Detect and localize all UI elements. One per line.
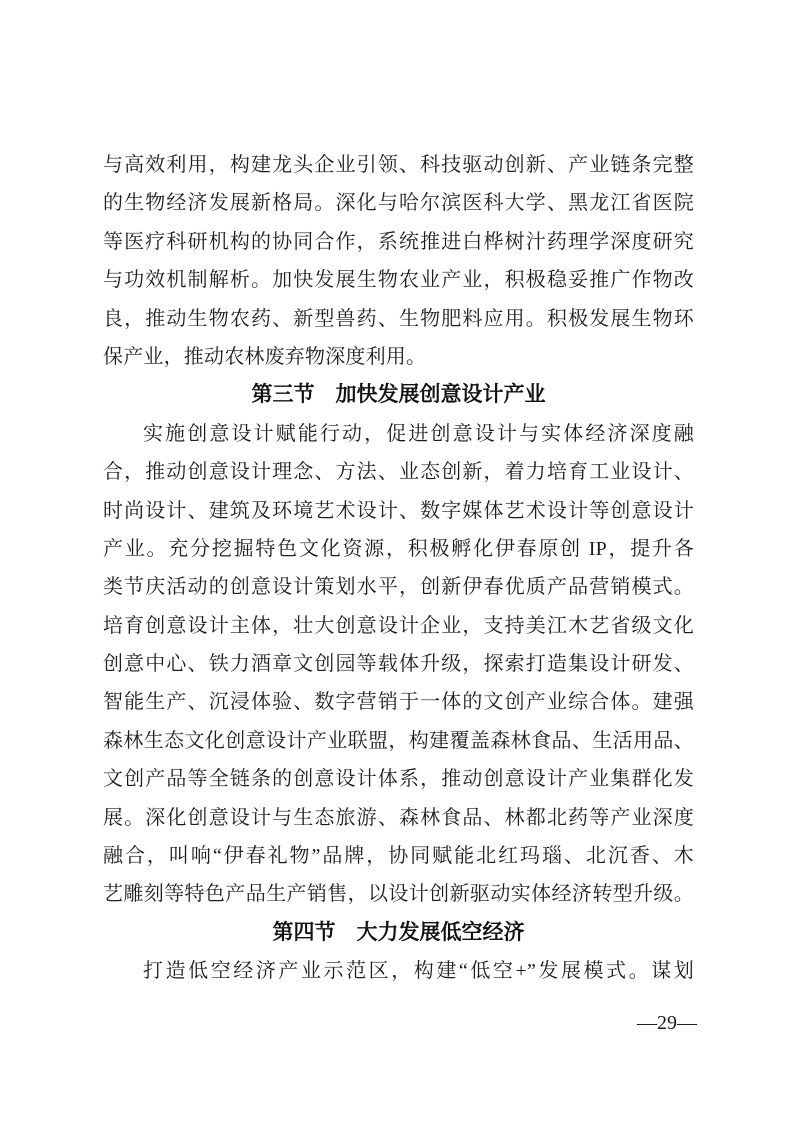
paragraph xyxy=(103,415,694,914)
section-heading: 第三节 加快发展创意设计产业 xyxy=(251,383,546,407)
text-line: 打造低空经济产业示范区，构建“低空+”发展模式。谋划 xyxy=(143,960,694,983)
page-number: —29— xyxy=(637,1012,697,1034)
text-line: 艺雕刻等特色产品生产销售，以设计创新驱动实体经济转型升级。 xyxy=(103,883,694,906)
text-line: 展。深化创意设计与生态旅游、森林食品、林都北药等产业深度 xyxy=(103,806,694,829)
text-line: 培育创意设计主体，壮大创意设计企业，支持美江木艺省级文化 xyxy=(103,614,694,637)
text-line: 等医疗科研机构的协同合作，系统推进白桦树汁药理学深度研究 xyxy=(103,230,694,253)
text-line: 文创产品等全链条的创意设计体系，推动创意设计产业集群化发 xyxy=(103,768,694,791)
text-line: 产业。充分挖掘特色文化资源，积极孵化伊春原创 IP，提升各 xyxy=(103,537,694,560)
text-line: 与功效机制解析。加快发展生物农业产业，积极稳妥推广作物改 xyxy=(103,269,694,292)
text-line: 保产业，推动农林废弃物深度利用。 xyxy=(103,345,427,368)
text-line: 智能生产、沉浸体验、数字营销于一体的文创产业综合体。建强 xyxy=(103,691,694,714)
text-line: 森林生态文化创意设计产业联盟，构建覆盖森林食品、生活用品、 xyxy=(103,729,694,752)
text-line: 时尚设计、建筑及环境艺术设计、数字媒体艺术设计等创意设计 xyxy=(103,499,694,522)
text-line: 融合，叫响“伊春礼物”品牌，协同赋能北红玛瑙、北沉香、木 xyxy=(103,845,694,868)
text-line: 的生物经济发展新格局。深化与哈尔滨医科大学、黑龙江省医院 xyxy=(103,192,694,215)
paragraph xyxy=(103,146,694,376)
text-line: 合，推动创意设计理念、方法、业态创新，着力培育工业设计、 xyxy=(103,461,694,484)
text-line: 良，推动生物农药、新型兽药、生物肥料应用。积极发展生物环 xyxy=(103,307,694,330)
document-body xyxy=(103,146,694,991)
text-line: 创意中心、铁力酒章文创园等载体升级，探索打造集设计研发、 xyxy=(103,653,694,676)
text-line: 实施创意设计赋能行动，促进创意设计与实体经济深度融 xyxy=(143,422,694,445)
paragraph xyxy=(103,952,694,990)
text-line: 与高效利用，构建龙头企业引领、科技驱动创新、产业链条完整 xyxy=(103,154,694,176)
text-line: 类节庆活动的创意设计策划水平，创新伊春优质产品营销模式。 xyxy=(103,576,694,599)
section-heading: 第四节 大力发展低空经济 xyxy=(272,920,525,944)
